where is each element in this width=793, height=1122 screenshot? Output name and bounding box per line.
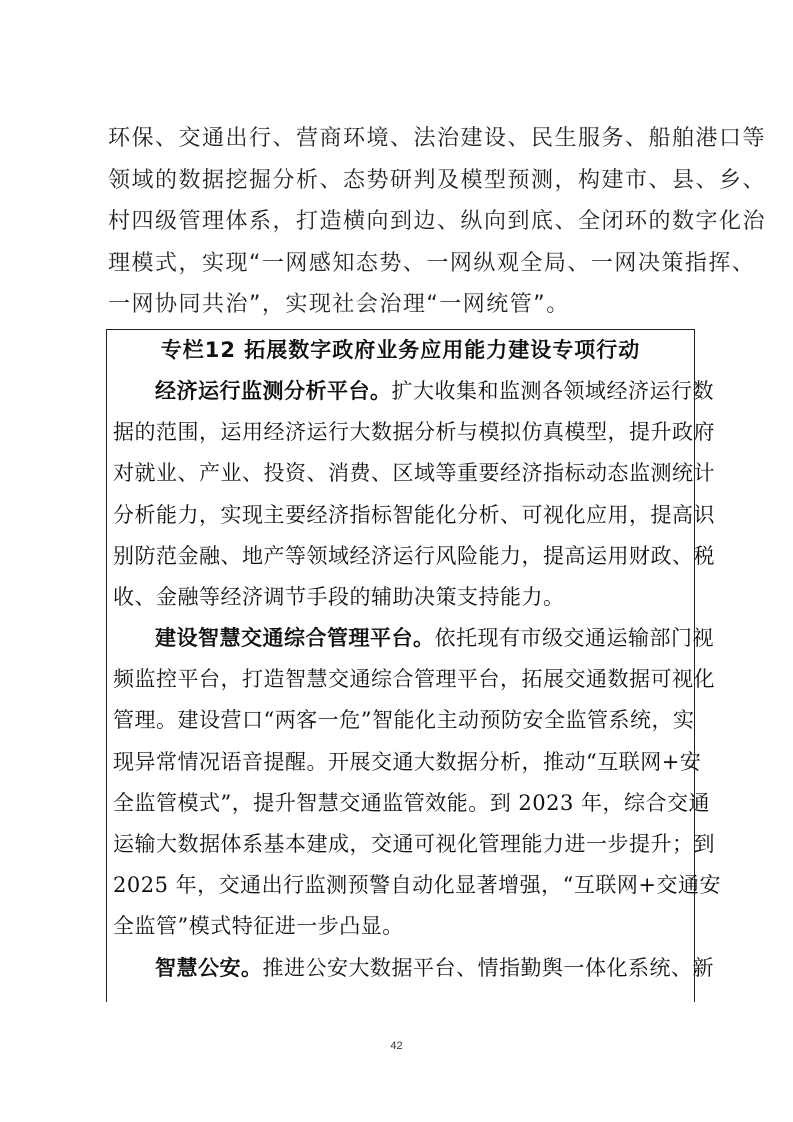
section-text: 推进公安大数据平台、情指勤舆一体化系统、新 [262, 956, 714, 980]
section-economy [113, 371, 715, 618]
section-line: 2025 年，交通出行监测预警自动化显著增强，“互联网+交通安 [113, 873, 721, 898]
section-text: 扩大收集和监测各领域经济运行数 [391, 379, 714, 403]
section-first-line [113, 371, 714, 412]
section-line: 全监管”模式特征进一步凸显。 [113, 914, 404, 939]
intro-line: 理模式，实现“一网感知态势、一网纵观全局、一网决策指挥、 [108, 250, 756, 276]
intro-line: 一网协同共治”，实现社会治理“一网统管”。 [108, 292, 570, 317]
section-first-line [113, 948, 714, 989]
section-line: 据的范围，运用经济运行大数据分析与模拟仿真模型，提升政府 [113, 420, 715, 445]
intro-line: 环保、交通出行、营商环境、法治建设、民生服务、船舶港口等 [108, 126, 767, 151]
section-line: 管理。建设营口“两客一危”智能化主动预防安全监管系统，实 [113, 708, 695, 733]
box-title: 专栏12 拓展数字政府业务应用能力建设专项行动 [160, 338, 641, 362]
intro-line: 村四级管理体系，打造横向到边、纵向到底、全闭环的数字化治 [108, 209, 767, 234]
section-police [113, 948, 714, 989]
intro-line: 领域的数据挖掘分析、态势研判及模型预测，构建市、县、乡、 [108, 167, 767, 193]
section-line: 现异常情况语音提醒。开展交通大数据分析，推动“互联网+安 [113, 749, 702, 774]
section-line: 别防范金融、地产等领域经济运行风险能力，提高运用财政、税 [113, 543, 715, 568]
page-number: 42 [390, 1040, 403, 1052]
section-line: 分析能力，实现主要经济指标智能化分析、可视化应用，提高识 [113, 502, 715, 527]
section-line: 对就业、产业、投资、消费、区域等重要经济指标动态监测统计 [113, 461, 715, 486]
section-lead: 智慧公安。 [155, 956, 263, 980]
section-lead: 经济运行监测分析平台。 [155, 379, 392, 403]
section-first-line [113, 618, 714, 659]
section-text: 依托现有市级交通运输部门视 [434, 626, 714, 650]
section-line: 运输大数据体系基本建成，交通可视化管理能力进一步提升；到 [113, 832, 715, 857]
section-traffic [113, 618, 721, 948]
special-column-box [106, 329, 721, 1002]
intro-text [108, 118, 767, 326]
section-line: 频监控平台，打造智慧交通综合管理平台，拓展交通数据可视化 [113, 667, 715, 692]
section-lead: 建设智慧交通综合管理平台。 [155, 626, 435, 650]
section-line: 收、金融等经济调节手段的辅助决策支持能力。 [113, 585, 565, 610]
section-line: 全监管模式”，提升智慧交通监管效能。到 2023 年，综合交通 [113, 790, 711, 815]
